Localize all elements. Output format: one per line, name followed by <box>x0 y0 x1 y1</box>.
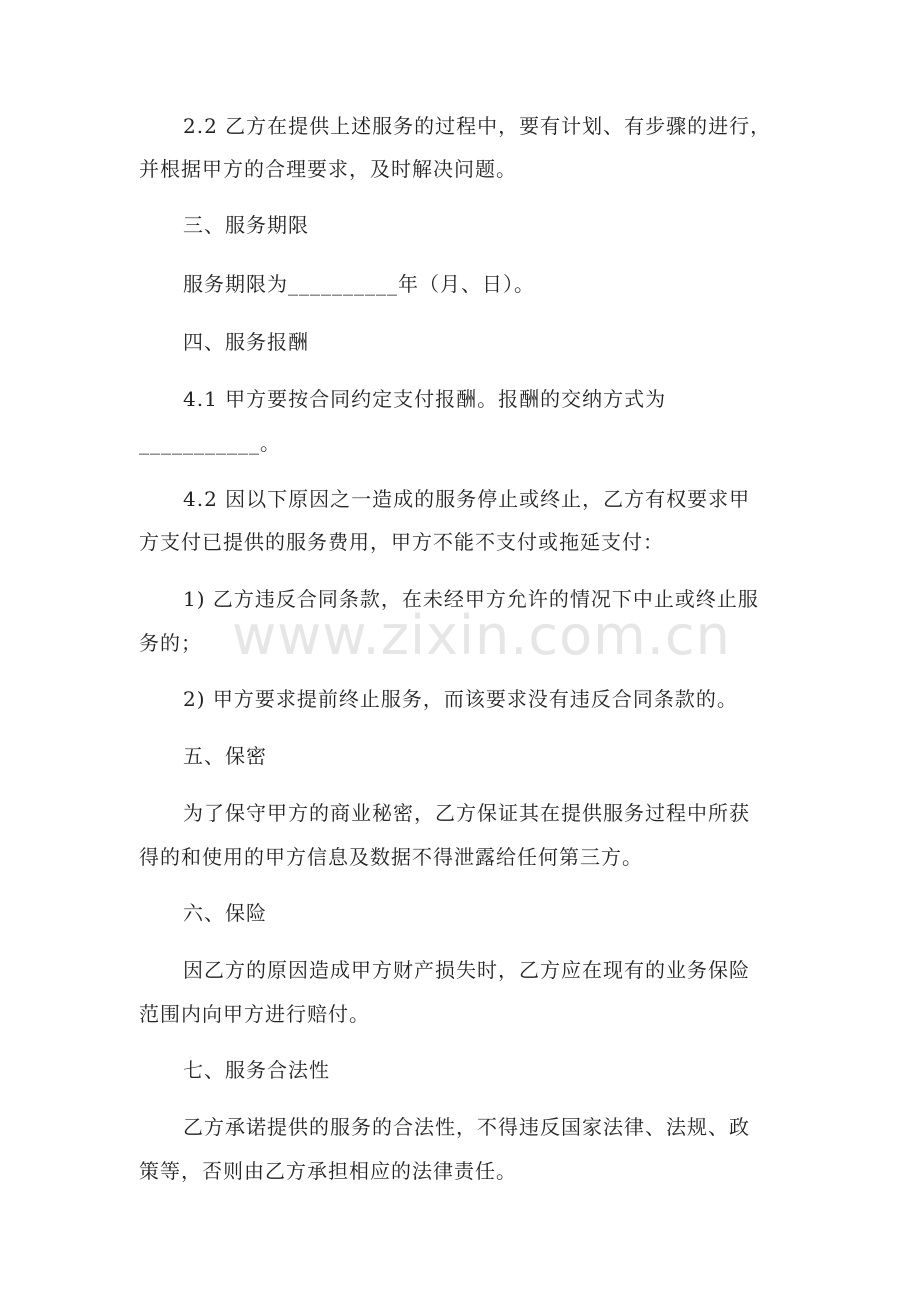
section-heading-term: 三、服务期限 <box>183 213 309 237</box>
clause-4-1-line-1: 4.1 甲方要按合同约定支付报酬。报酬的交纳方式为 <box>183 387 667 411</box>
clause-2-2-line-2: 并根据甲方的合理要求，及时解决问题。 <box>139 157 517 181</box>
clause-4-2-line-2: 方支付已提供的服务费用，甲方不能不支付或拖延支付： <box>139 530 664 554</box>
confidentiality-line-1: 为了保守甲方的商业秘密，乙方保证其在提供服务过程中所获 <box>183 801 750 825</box>
section-heading-confidentiality: 五、保密 <box>183 744 267 768</box>
term-clause: 服务期限为__________年（月、日）。 <box>183 272 535 296</box>
list-item-1-line-2: 务的； <box>139 631 202 655</box>
clause-2-2-line-1: 2.2 乙方在提供上述服务的过程中，要有计划、有步骤的进行， <box>183 114 772 138</box>
watermark: www.zixin.com.cn <box>232 604 731 667</box>
confidentiality-line-2: 得的和使用的甲方信息及数据不得泄露给任何第三方。 <box>139 845 643 869</box>
section-heading-remuneration: 四、服务报酬 <box>183 330 309 354</box>
legality-line-1: 乙方承诺提供的服务的合法性，不得违反国家法律、法规、政 <box>183 1115 750 1139</box>
insurance-line-2: 范围内向甲方进行赔付。 <box>139 1002 370 1026</box>
insurance-line-1: 因乙方的原因造成甲方财产损失时，乙方应在现有的业务保险 <box>183 958 750 982</box>
section-heading-legality: 七、服务合法性 <box>183 1058 330 1082</box>
legality-line-2: 策等，否则由乙方承担相应的法律责任。 <box>139 1159 517 1183</box>
list-item-2: 2) 甲方要求提前终止服务，而该要求没有违反合同条款的。 <box>183 687 738 711</box>
clause-4-2-line-1: 4.2 因以下原因之一造成的服务停止或终止，乙方有权要求甲 <box>183 487 751 511</box>
clause-4-1-line-2: ___________。 <box>139 431 281 455</box>
section-heading-insurance: 六、保险 <box>183 901 267 925</box>
list-item-1-line-1: 1) 乙方违反合同条款，在未经甲方允许的情况下中止或终止服 <box>183 587 759 611</box>
